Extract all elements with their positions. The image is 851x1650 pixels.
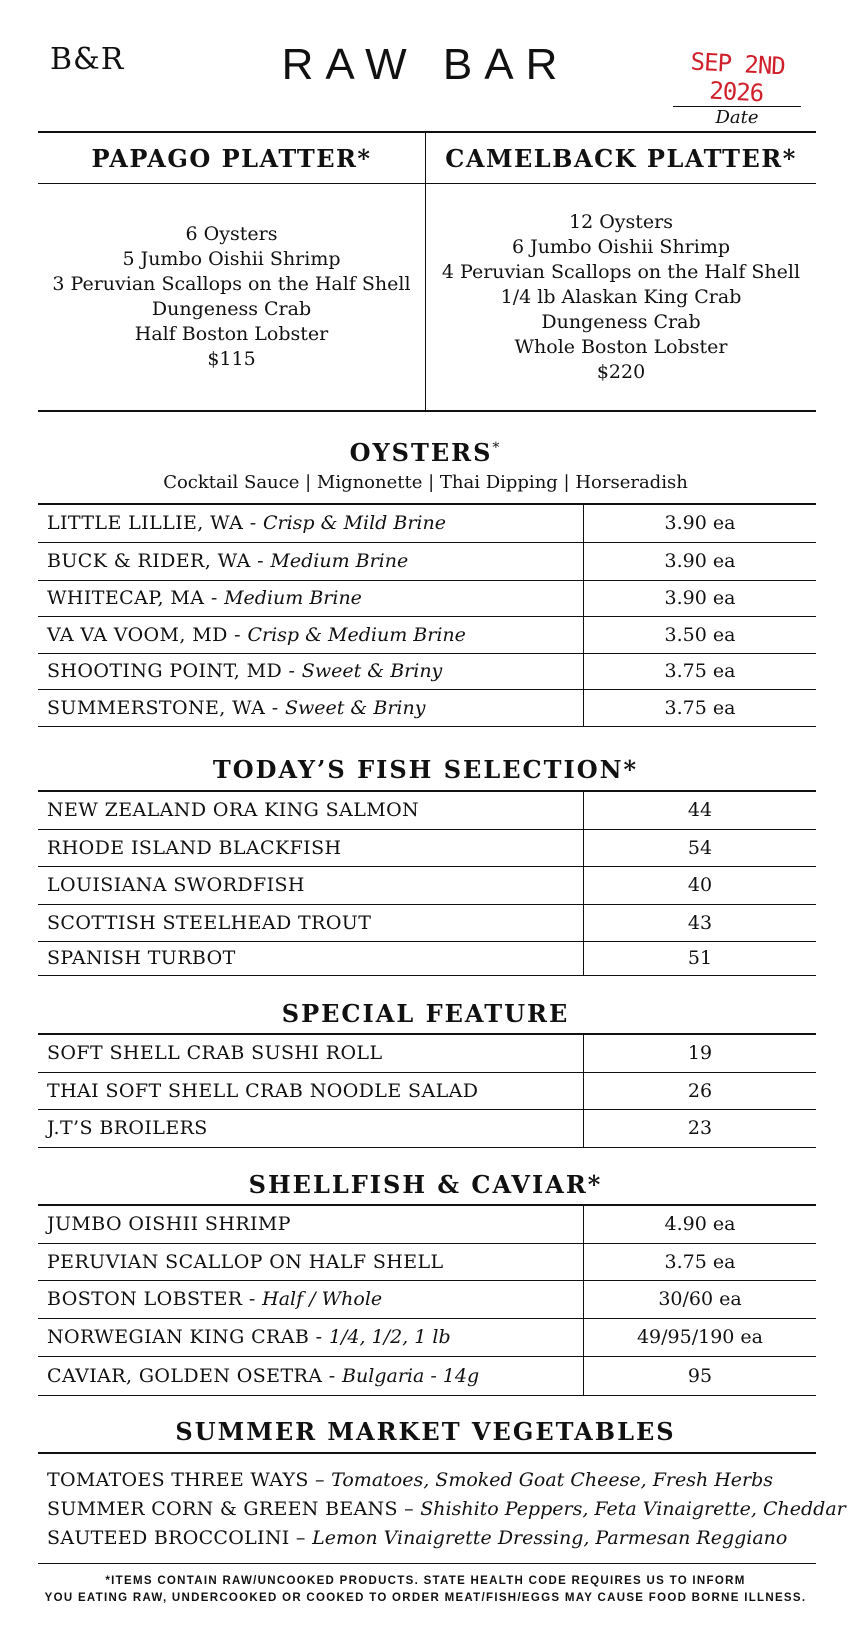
item-price: 3.75 ea [664, 660, 736, 682]
special-table [38, 1033, 816, 1148]
platter-item: Whole Boston Lobster [514, 335, 728, 358]
platter-price: $115 [207, 348, 256, 370]
item-price: 40 [687, 874, 713, 896]
date-stamp: SEP 2ND 2026 [689, 47, 786, 108]
item-name: NEW ZEALAND ORA KING SALMON [38, 791, 584, 829]
table-row [38, 1205, 816, 1243]
item-price: 3.90 ea [664, 512, 736, 535]
item-price: 26 [687, 1079, 713, 1102]
table-row [38, 689, 816, 726]
table-row [38, 941, 816, 975]
item-name-text: BUCK & RIDER, WA - [47, 550, 271, 572]
platter-item: 12 Oysters [569, 210, 673, 233]
platter-item: 4 Peruvian Scallops on the Half Shell [441, 260, 801, 283]
table-row [38, 866, 816, 904]
item-name [38, 1205, 584, 1243]
item-price: 30/60 ea [658, 1288, 742, 1310]
footer-rule [38, 1563, 816, 1564]
list-item [47, 1527, 787, 1549]
item-name: LOUISIANA SWORDFISH [38, 866, 584, 904]
fish-title: TODAY’S FISH SELECTION* [212, 755, 639, 784]
veg-desc: Shishito Peppers, Feta Vinaigrette, Cheddar [420, 1498, 846, 1520]
item-name: SPANISH TURBOT [38, 941, 584, 975]
item-name-text: NORWEGIAN KING CRAB - [47, 1326, 329, 1348]
platter-price: $220 [596, 360, 646, 383]
logo: B&R [50, 42, 125, 77]
oysters-sauces: Cocktail Sauce | Mignonette | Thai Dipping | Horseradish [163, 472, 688, 493]
table-row [38, 1318, 816, 1356]
table-row [38, 904, 816, 941]
platter-title-camelback: CAMELBACK PLATTER* [445, 143, 797, 173]
oysters-title-mark: * [492, 440, 502, 456]
list-item [47, 1498, 846, 1520]
item-desc: 1/4, 1/2, 1 lb [328, 1326, 451, 1348]
platter-item: 3 Peruvian Scallops on the Half Shell [52, 273, 411, 295]
item-desc: Bulgaria - 14g [342, 1364, 480, 1387]
page-title: RAW BAR [281, 40, 570, 89]
veg-name: TOMATOES THREE WAYS – [47, 1469, 332, 1491]
platter-title-papago: PAPAGO PLATTER* [91, 143, 372, 173]
item-price: 3.75 ea [664, 1250, 736, 1273]
table-row [38, 580, 816, 616]
shellfish-title: SHELLFISH & CAVIAR* [248, 1170, 603, 1199]
item-name-text: JUMBO OISHII SHRIMP [47, 1213, 291, 1236]
item-name [38, 580, 584, 616]
item-price: 3.90 ea [664, 550, 736, 572]
item-name [38, 542, 584, 580]
veg-name: SAUTEED BROCCOLINI – [47, 1527, 313, 1549]
date-block [662, 47, 812, 128]
table-row [38, 1356, 816, 1395]
platter-item: 6 Oysters [185, 223, 278, 245]
item-name-text: BOSTON LOBSTER - [47, 1288, 263, 1310]
item-name-text: SUMMERSTONE, WA - [47, 696, 285, 719]
platter-item: 1/4 lb Alaskan King Crab [500, 285, 742, 308]
item-name: THAI SOFT SHELL CRAB NOODLE SALAD [38, 1072, 584, 1109]
table-row [38, 542, 816, 580]
item-name: SCOTTISH STEELHEAD TROUT [38, 904, 584, 941]
item-price: 43 [687, 911, 713, 934]
table-row [38, 1280, 816, 1318]
fish-table [38, 790, 816, 976]
item-price: 23 [687, 1117, 713, 1139]
veg-name: SUMMER CORN & GREEN BEANS – [47, 1498, 421, 1520]
item-desc: Crisp & Mild Brine [262, 512, 446, 535]
disclaimer-line: YOU EATING RAW, UNDERCOOKED OR COOKED TO ORDER MEAT/FISH/EGGS MAY CAUSE FOOD BORNE ILLNESS. [44, 1592, 807, 1604]
item-name [38, 1280, 584, 1318]
table-row [38, 1072, 816, 1109]
item-name [38, 653, 584, 689]
item-price: 49/95/190 ea [636, 1326, 764, 1348]
item-price: 3.90 ea [664, 587, 736, 609]
veg-desc: Tomatoes, Smoked Goat Cheese, Fresh Herbs [331, 1469, 774, 1491]
platter-items-papago [38, 184, 425, 410]
vegetables-title: SUMMER MARKET VEGETABLES [175, 1417, 676, 1446]
item-name [38, 1356, 584, 1395]
item-price: 95 [687, 1364, 713, 1387]
item-name-text: PERUVIAN SCALLOP ON HALF SHELL [47, 1250, 444, 1273]
item-desc: Sweet & Briny [301, 660, 443, 682]
table-row [38, 504, 816, 542]
platter-item: Half Boston Lobster [134, 323, 329, 345]
platter-item: 6 Jumbo Oishii Shrimp [511, 235, 731, 258]
health-disclaimer [0, 1573, 851, 1607]
platter-items-camelback [426, 184, 816, 410]
table-row [38, 653, 816, 689]
disclaimer-line: *ITEMS CONTAIN RAW/UNCOOKED PRODUCTS. STATE HEALTH CODE REQUIRES US TO INFORM [105, 1575, 746, 1587]
item-price: 44 [687, 799, 713, 822]
item-name-text: SHOOTING POINT, MD - [47, 660, 302, 682]
item-name: SOFT SHELL CRAB SUSHI ROLL [38, 1034, 584, 1072]
item-desc: Medium Brine [224, 587, 362, 609]
item-desc: Sweet & Briny [284, 696, 426, 719]
item-desc: Medium Brine [270, 550, 409, 572]
table-row [38, 791, 816, 829]
platter-bottom-rule [38, 410, 816, 412]
table-row [38, 616, 816, 653]
shellfish-table [38, 1204, 816, 1396]
special-title: SPECIAL FEATURE [281, 999, 570, 1028]
item-name [38, 1318, 584, 1356]
item-name: RHODE ISLAND BLACKFISH [38, 829, 584, 866]
item-desc: Half / Whole [262, 1288, 383, 1310]
item-name [38, 616, 584, 653]
table-row [38, 1109, 816, 1147]
item-name-text: CAVIAR, GOLDEN OSETRA - [47, 1364, 343, 1387]
item-price: 4.90 ea [664, 1213, 736, 1236]
table-row [38, 1034, 816, 1072]
item-name [38, 1243, 584, 1280]
item-name-text: WHITECAP, MA - [47, 587, 225, 609]
item-name [38, 689, 584, 726]
date-label: Date [715, 107, 759, 128]
item-price: 54 [687, 836, 713, 859]
table-row [38, 1243, 816, 1280]
oysters-title [0, 438, 851, 467]
item-name-text: LITTLE LILLIE, WA - [47, 512, 263, 535]
platter-item: 5 Jumbo Oishii Shrimp [122, 248, 341, 270]
item-price: 19 [687, 1042, 713, 1065]
veg-desc: Lemon Vinaigrette Dressing, Parmesan Reggiano [312, 1527, 788, 1549]
item-price: 51 [687, 947, 713, 969]
item-desc: Crisp & Medium Brine [247, 623, 466, 646]
table-row [38, 829, 816, 866]
item-price: 3.50 ea [664, 623, 736, 646]
item-price: 3.75 ea [664, 696, 736, 719]
platter-item: Dungeness Crab [151, 298, 312, 320]
item-name: J.T’S BROILERS [38, 1109, 584, 1147]
vegetables-top-rule [38, 1452, 816, 1454]
item-name-text: VA VA VOOM, MD - [47, 623, 248, 646]
item-name [38, 504, 584, 542]
list-item [47, 1469, 773, 1491]
platter-item: Dungeness Crab [541, 310, 701, 333]
oysters-table [38, 503, 816, 727]
oysters-title-text: OYSTERS [349, 438, 493, 467]
